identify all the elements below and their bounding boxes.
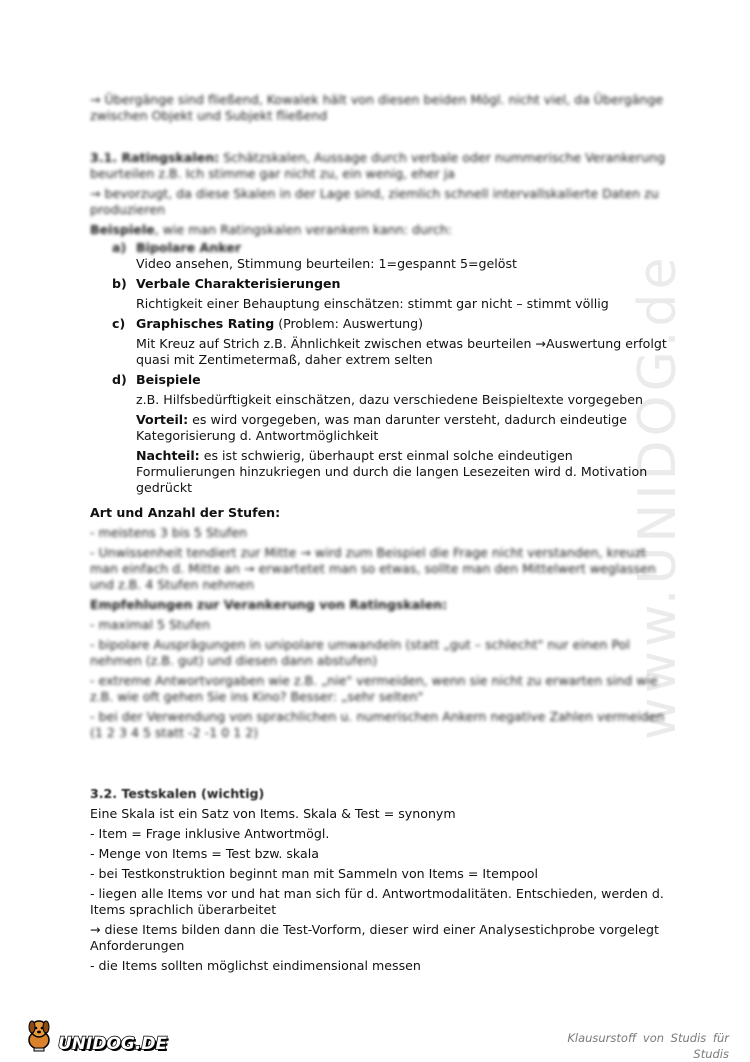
section-3-2-line: - bei Testkonstruktion beginnt man mit Sammeln von Items = Itempool [90,866,538,881]
section-3-1-heading-text: Schätzskalen, Aussage durch verbale oder nummerische Verankerung beurteilen z.B. Ich stimme gar nicht zu, ein wenig, eher ja [90,150,666,181]
unidog-logo [22,1018,167,1052]
list-item-mark: a) [112,240,127,255]
empfehlung-line: - bipolare Ausprägungen in unipolare umwandeln (statt „gut – schlecht" nur einen Pol nehmen (z.B. gut) und diesen dann abstufen) [90,637,630,668]
footer-tagline: Klausurstoff von Studis für Studis [567,1031,729,1061]
vorteil-text: es wird vorgegeben, was man darunter versteht, dadurch eindeutige Kategorisierung d. Antwortmöglichkeit [136,412,628,443]
examples-text: , wie man Ratingskalen verankern kann: durch: [154,222,453,237]
stufen-heading: Art und Anzahl der Stufen: [90,505,281,520]
rating-anchor-list [112,240,672,496]
intro-line: → Übergänge sind fließend, Kowalek hält von diesen beiden Mögl. nicht viel, da Übergänge zwischen Objekt und Subjekt fließend [90,92,664,123]
intro-paragraph [90,92,670,124]
watermark: www.UNIDOG.de [628,253,688,740]
list-item-d-header [112,372,672,388]
dog-mascot-icon [22,1018,56,1052]
examples-label: Beispiele [90,222,155,237]
nachteil-label: Nachteil: [136,448,200,463]
list-item-head: Beispiele [136,372,201,387]
list-item-b-header [112,276,672,292]
list-item-c [112,316,672,368]
section-3-2-heading: 3.2. Testskalen (wichtig) [90,786,265,801]
list-item-a-header [112,240,672,256]
stufen-line: - Unwissenheit tendiert zur Mitte → wird zum Beispiel die Frage nicht verstanden, kreuzt man einfach d. Mitte an → erwartetet man so etwas, sollte man den Mittelwert weglassen und z.B. 4 Stufen nehmen [90,545,656,592]
section-3-1-intro [90,150,670,182]
stufen-section [90,505,670,745]
stufen-body [90,525,670,741]
list-item-head: Verbale Charakterisierungen [136,276,341,291]
stufen-line: - meistens 3 bis 5 Stufen [90,525,248,540]
section-3-2 [90,786,680,978]
nachteil-text: es ist schwierig, überhaupt erst einmal solche eindeutigen Formulierungen hinzukriegen und durch die langen Lesezeiten wird d. Motivation gedrückt [136,448,648,495]
list-item-line: z.B. Hilfsbedürftigkeit einschätzen, dazu verschiedene Beispieltexte vorgegeben [136,392,643,407]
section-3-2-line: Eine Skala ist ein Satz von Items. Skala & Test = synonym [90,806,456,821]
list-item-c-header [112,316,672,332]
list-item-mark: b) [112,276,127,291]
section-3-1-heading: 3.1. Ratingskalen: [90,150,220,165]
section-3-2-line: - die Items sollten möglichst eindimensional messen [90,958,421,973]
list-item-line: Video ansehen, Stimmung beurteilen: 1=gespannt 5=gelöst [136,256,517,271]
list-item-mark: c) [112,316,126,331]
list-item-head: Graphisches Rating [136,316,275,331]
section-3-2-line: - liegen alle Items vor und hat man sich für d. Antwortmodalitäten. Entschieden, werden d. Items sprachlich überarbeitet [90,886,664,917]
list-item-line: Richtigkeit einer Behauptung einschätzen: stimmt gar nicht – stimmt völlig [136,296,609,311]
vorteil-label: Vorteil: [136,412,189,427]
section-3-2-line: - Item = Frage inklusive Antwortmögl. [90,826,330,841]
empfehlung-line: - maximal 5 Stufen [90,617,211,632]
section-3-2-line: → diese Items bilden dann die Test-Vorform, dieser wird einer Analysestichprobe vorgelegt Anforderungen [90,922,659,953]
list-item-b [112,276,672,312]
empfehlung-line: - extreme Antwortvorgaben wie z.B. „nie" vermeiden, wenn sie nicht zu erwarten sind wie z.B. wie oft gehen Sie ins Kino? Besser: „sehr selten" [90,673,658,704]
list-item-line: Mit Kreuz auf Strich z.B. Ähnlichkeit zwischen etwas beurteilen →Auswertung erfolgt quasi mit Zentimetermaß, daher extrem selten [136,336,667,367]
list-item-rest: (Problem: Auswertung) [274,316,424,331]
vorteil-paragraph [136,412,672,444]
section-3-1-examples [90,222,670,238]
empfehlung-line: - bei der Verwendung von sprachlichen u. numerischen Ankern negative Zahlen vermeiden (1 2 3 4 5 statt -2 -1 0 1 2) [90,709,665,740]
list-item-d [112,372,672,496]
list-item-mark: d) [112,372,127,387]
list-item-head: Bipolare Anker [136,240,242,255]
section-3-1-preferred: → bevorzugt, da diese Skalen in der Lage sind, ziemlich schnell intervallskalierte Daten zu produzieren [90,186,659,217]
section-3-1 [90,150,670,242]
logo-text: UNIDOG.DE [58,1034,168,1054]
list-item-a [112,240,672,272]
section-3-2-line: - Menge von Items = Test bzw. skala [90,846,319,861]
empfehlungen-heading: Empfehlungen zur Verankerung von Ratingskalen: [90,597,448,612]
nachteil-paragraph [136,448,672,496]
